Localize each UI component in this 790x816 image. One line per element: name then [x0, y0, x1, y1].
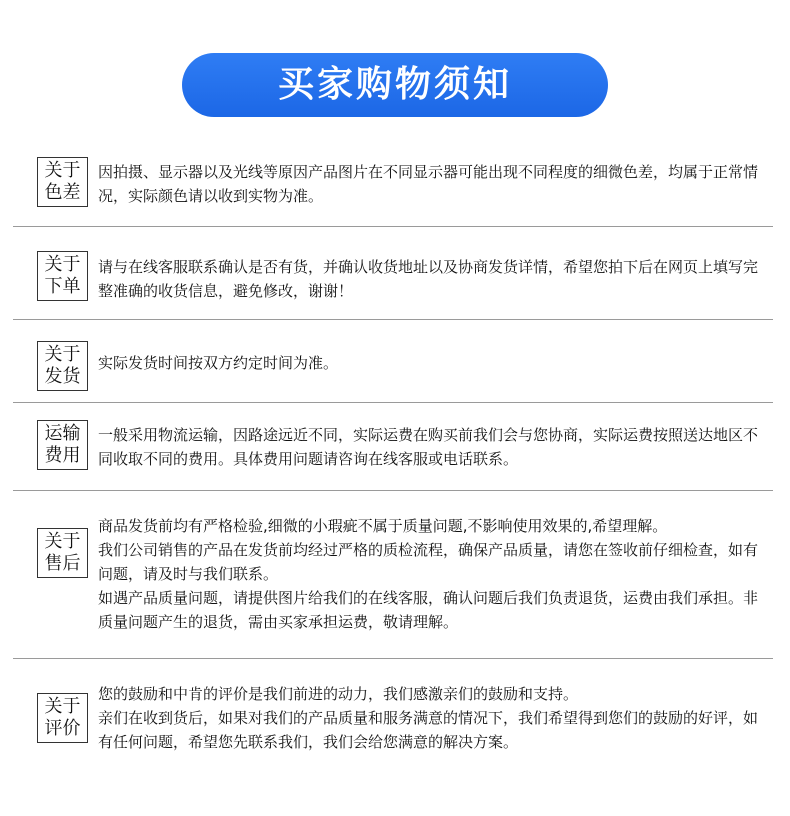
label-line-2: 售后 — [44, 553, 81, 574]
section-paragraph: 因拍摄、显示器以及光线等原因产品图片在不同显示器可能出现不同程度的细微色差，均属于正常情况，实际颜色请以收到实物为准。 — [98, 163, 759, 205]
label-line-1: 关于 — [44, 160, 81, 181]
divider — [13, 490, 773, 491]
section-label-badge — [37, 157, 88, 207]
section-label-badge — [37, 251, 88, 301]
section-paragraph: 如遇产品质量问题，请提供图片给我们的在线客服，确认问题后我们负责退货，运费由我们承担。非质量问题产生的退货，需由买家承担运费，敬请理解。 — [98, 589, 759, 631]
label-line-1: 运输 — [44, 423, 81, 444]
section-paragraph: 您的鼓励和中肯的评价是我们前进的动力，我们感激亲们的鼓励和支持。 — [98, 685, 579, 703]
page-title: 买家购物须知 — [277, 64, 512, 105]
label-line-1: 关于 — [44, 254, 81, 275]
label-line-1: 关于 — [44, 696, 81, 717]
label-line-2: 费用 — [44, 445, 81, 466]
section-label-badge — [37, 420, 88, 470]
label-line-2: 色差 — [44, 182, 81, 203]
page-title-banner — [182, 53, 608, 117]
section-paragraph: 一般采用物流运输，因路途远近不同，实际运费在购买前我们会与您协商，实际运费按照送达地区不同收取不同的费用。具体费用问题请咨询在线客服或电话联系。 — [98, 426, 759, 468]
label-line-1: 关于 — [44, 344, 81, 365]
label-line-2: 发货 — [44, 366, 81, 387]
label-line-2: 下单 — [44, 276, 81, 297]
section-paragraph: 商品发货前均有严格检验,细微的小瑕疵不属于质量问题,不影响使用效果的,希望理解。 — [98, 517, 668, 535]
label-line-2: 评价 — [44, 718, 81, 739]
divider — [13, 319, 773, 320]
label-line-1: 关于 — [44, 531, 81, 552]
section-label-badge — [37, 528, 88, 578]
section-text — [98, 682, 766, 754]
section-label-badge — [37, 693, 88, 743]
section-paragraph: 亲们在收到货后，如果对我们的产品质量和服务满意的情况下，我们希望得到您们的鼓励的好评，如有任何问题，希望您先联系我们，我们会给您满意的解决方案。 — [98, 709, 759, 751]
divider — [13, 658, 773, 659]
section-text — [98, 255, 766, 303]
section-text — [98, 351, 766, 375]
divider — [13, 226, 773, 227]
divider — [13, 402, 773, 403]
section-label-badge — [37, 341, 88, 391]
section-paragraph: 请与在线客服联系确认是否有货，并确认收货地址以及协商发货详情，希望您拍下后在网页上填写完整准确的收货信息，避免修改，谢谢！ — [98, 258, 759, 300]
section-paragraph: 实际发货时间按双方约定时间为准。 — [98, 354, 339, 372]
section-text — [98, 514, 766, 634]
section-paragraph: 我们公司销售的产品在发货前均经过严格的质检流程，确保产品质量，请您在签收前仔细检查，如有问题，请及时与我们联系。 — [98, 541, 759, 583]
section-text — [98, 160, 766, 208]
section-text — [98, 423, 766, 471]
